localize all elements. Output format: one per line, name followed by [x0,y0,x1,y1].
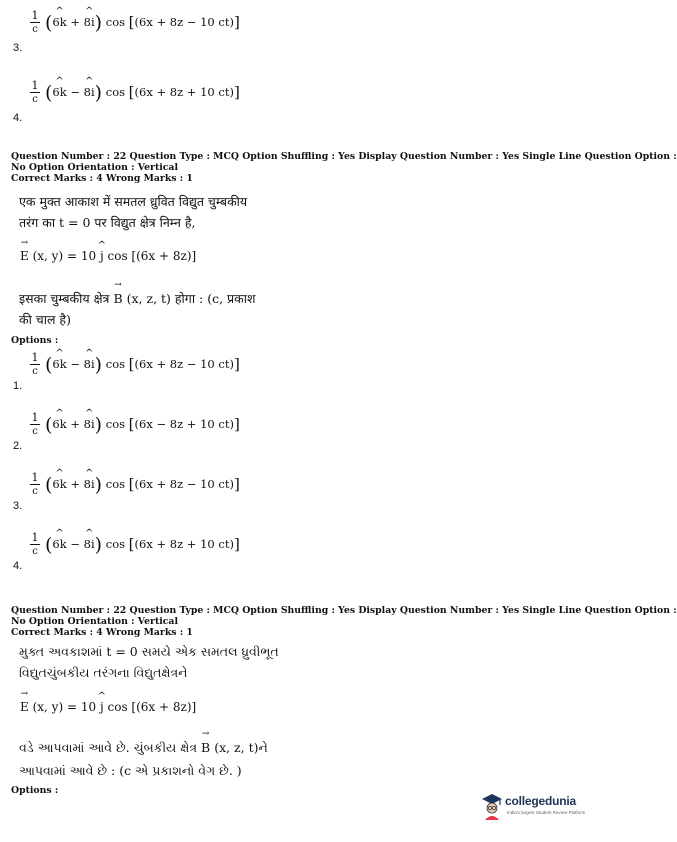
option-number: 3. [13,500,23,512]
term-b: ^ 8i [84,15,95,29]
term-a: ^ 6k [52,15,66,29]
operator: − [70,85,81,99]
term-b: ^ 8i [84,537,95,551]
term-b: ^ 8i [84,417,95,431]
option-number: 4. [13,560,23,572]
answer-option[interactable] [30,412,290,444]
term-b: ^ 8i [84,357,95,371]
term-a: ^ 6k [52,537,66,551]
question-marks: Correct Marks : 4 Wrong Marks : 1 [11,627,193,638]
options-label-hindi: Options : [11,335,59,346]
fraction-one-over-c: 1 c [31,9,39,35]
option-expression: (^ 6k − ^ 8i) cos [(6x + 8z − 10 ct)] [45,354,240,376]
operator: + [70,417,81,431]
term-a: ^ 6k [52,85,66,99]
cos-argument: 6x + 8z + 10 ct [139,85,230,99]
question-meta-line2: No Option Orientation : Vertical [11,162,178,173]
vector-B: → B [113,291,122,306]
option-number: 3. [13,42,23,54]
operator: − [70,357,81,371]
question-header-gujarati [11,605,677,638]
option-number: 4. [13,112,23,124]
electric-field-equation-hindi: → E (x, y) = 10 ^ j cos [(6x + 8z)] [20,249,196,263]
graduate-mascot-icon [480,792,504,820]
logo-tagline: India's largest Student Review Platform [507,810,586,815]
cos-argument: 6x + 8z − 10 ct [139,477,230,491]
cos-argument: 6x + 8z − 10 ct [139,357,230,371]
vector-E: → E [20,700,29,714]
question-text-hindi-line3: इसका चुम्बकीय क्षेत्र → B (x, z, t) होगा : (c, प्रकाश [19,290,256,307]
term-a: ^ 6k [52,477,66,491]
answer-option[interactable] [30,352,290,384]
answer-option[interactable] [30,10,290,42]
option-expression: (^ 6k + ^ 8i) cos [(6x + 8z − 10 ct)] [45,474,240,496]
option-expression: (^ 6k + ^ 8i) cos [(6x − 8z + 10 ct)] [45,414,240,436]
fraction-one-over-c: 1 c [31,411,39,437]
operator: + [70,15,81,29]
question-text-hindi-line4: की चाल है) [19,312,71,327]
option-number: 1. [13,380,23,392]
fraction-one-over-c: 1 c [31,79,39,105]
question-marks: Correct Marks : 4 Wrong Marks : 1 [11,173,193,184]
question-text-gujarati-line1: મુક્ત અવકાશમાં t = 0 સમયે એક સમતલ ધ્રુવીભૂત [19,644,279,659]
vector-E: → E [20,249,29,263]
answer-option[interactable] [30,532,290,564]
fraction-one-over-c: 1 c [31,531,39,557]
question-text-gujarati-line4: આપવામાં આવે છે : (c એ પ્રકાશનો વેગ છે. ) [19,763,242,778]
operator: + [70,477,81,491]
logo-wordmark: collegedunia [505,794,576,808]
collegedunia-logo [480,792,586,822]
unit-vector-j: ^ j [100,249,104,263]
question-text-hindi-line2: तरंग का t = 0 पर विद्युत क्षेत्र निम्न है, [19,215,196,230]
option-number: 2. [13,440,23,452]
option-expression: (^ 6k − ^ 8i) cos [(6x + 8z + 10 ct)] [45,82,240,104]
question-text-gujarati-line3: વડે આપવામાં આવે છે. ચુંબકીય ક્ષેત્ર → B (x, z, t)ને [19,740,268,756]
electric-field-equation-gujarati: → E (x, y) = 10 ^ j cos [(6x + 8z)] [20,700,196,714]
cos-argument: 6x + 8z + 10 ct [139,537,230,551]
question-text-gujarati-line2: વિદ્યુતચુંબકીય તરંગના વિદ્યુતક્ષેત્રને [19,665,188,680]
term-b: ^ 8i [84,477,95,491]
term-b: ^ 8i [84,85,95,99]
operator: − [70,537,81,551]
answer-option[interactable] [30,472,290,504]
question-meta-line1: Question Number : 22 Question Type : MCQ Option Shuffling : Yes Display Question Number : Yes Single Line Question Option : [11,605,677,616]
question-text-hindi-line1: एक मुक्त आकाश में समतल ध्रुवित विद्युत चुम्बकीय [19,194,248,209]
question-header-hindi [11,151,677,184]
options-label-gujarati: Options : [11,785,59,796]
question-meta-line1: Question Number : 22 Question Type : MCQ Option Shuffling : Yes Display Question Number : Yes Single Line Question Option : [11,151,677,162]
term-a: ^ 6k [52,357,66,371]
fraction-one-over-c: 1 c [31,351,39,377]
cos-argument: 6x − 8z + 10 ct [139,417,230,431]
fraction-one-over-c: 1 c [31,471,39,497]
cos-argument: 6x + 8z − 10 ct [139,15,230,29]
question-meta-line2: No Option Orientation : Vertical [11,616,178,627]
term-a: ^ 6k [52,417,66,431]
vector-B: → B [201,740,210,755]
answer-option[interactable] [30,80,290,112]
unit-vector-j: ^ j [100,700,104,714]
option-expression: (^ 6k − ^ 8i) cos [(6x + 8z + 10 ct)] [45,534,240,556]
option-expression: (^ 6k + ^ 8i) cos [(6x + 8z − 10 ct)] [45,12,240,34]
